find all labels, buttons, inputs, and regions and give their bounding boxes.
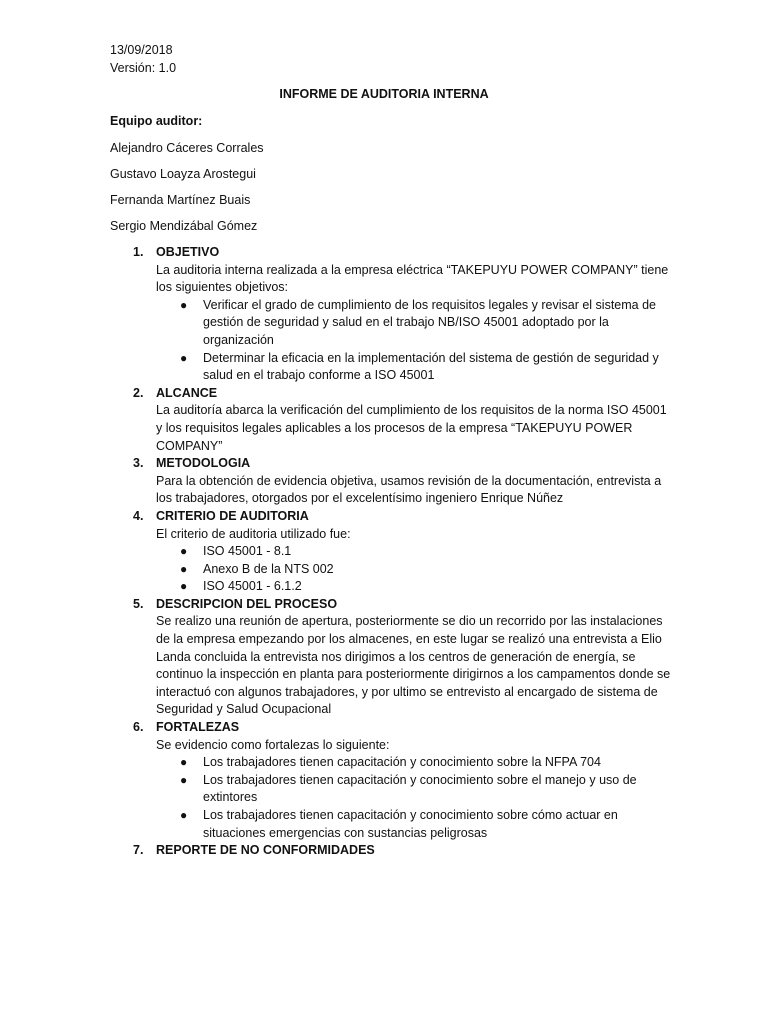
team-member: Alejandro Cáceres Corrales — [110, 141, 264, 155]
section-text: El criterio de auditoria utilizado fue: — [156, 526, 351, 541]
document-version: Versión: 1.0 — [110, 61, 177, 75]
section-number: 7. — [133, 843, 144, 858]
bullet-icon: ● — [180, 772, 188, 787]
section-title: DESCRIPCION DEL PROCESO — [156, 596, 338, 611]
bullet-icon: ● — [180, 350, 188, 365]
list-item-text: Los trabajadores tienen capacitación y conocimiento sobre cómo actuar en situaciones emergencias con sustancias peligrosas — [203, 808, 618, 840]
section-title: METODOLOGIA — [156, 456, 251, 471]
section-alcance — [133, 385, 673, 455]
list-item — [180, 543, 673, 561]
section-number: 2. — [133, 385, 144, 400]
section-number: 5. — [133, 596, 144, 611]
list-item — [180, 350, 673, 385]
bullet-list — [156, 754, 673, 842]
bullet-list — [156, 297, 673, 385]
list-item-text: Los trabajadores tienen capacitación y conocimiento sobre la NFPA 704 — [203, 755, 601, 770]
bullet-icon: ● — [180, 808, 188, 822]
list-item — [180, 754, 673, 772]
team-member: Sergio Mendizábal Gómez — [110, 219, 258, 233]
document-title: INFORME DE AUDITORIA INTERNA — [279, 87, 489, 101]
list-item-text: Los trabajadores tienen capacitación y conocimiento sobre el manejo y uso de extintores — [203, 772, 637, 805]
sections-list — [133, 244, 673, 860]
section-criterio — [133, 508, 673, 596]
section-number: 4. — [133, 508, 144, 523]
section-text: La auditoria interna realizada a la empresa eléctrica “TAKEPUYU POWER COMPANY” tiene los siguientes objetivos: — [156, 262, 669, 295]
section-title: OBJETIVO — [156, 245, 220, 259]
section-text: La auditoría abarca la verificación del cumplimiento de los requisitos de la norma ISO 45001 y los requisitos legales aplicables a los procesos de la empresa “TAKEPUYU POWER COMPANY” — [156, 403, 667, 453]
bullet-icon: ● — [180, 579, 188, 594]
list-item-text: Determinar la eficacia en la implementación del sistema de gestión de seguridad y salud en el trabajo conforme a ISO 45001 — [203, 350, 659, 383]
document-date: 13/09/2018 — [110, 43, 173, 57]
list-item — [180, 561, 673, 579]
section-descripcion — [133, 596, 673, 719]
list-item-text: Verificar el grado de cumplimiento de los requisitos legales y revisar el sistema de gestión de seguridad y salud en el trabajo NB/ISO 45001 adoptado por la organización — [203, 297, 656, 347]
bullet-icon: ● — [180, 544, 188, 559]
bullet-list — [156, 543, 673, 596]
section-objetivo — [133, 244, 673, 385]
section-title: FORTALEZAS — [156, 720, 240, 735]
list-item-text: ISO 45001 - 8.1 — [203, 544, 292, 559]
team-member: Gustavo Loayza Arostegui — [110, 167, 256, 181]
section-title: CRITERIO DE AUDITORIA — [156, 508, 309, 523]
section-number: 1. — [133, 245, 144, 259]
section-text: Se realizo una reunión de apertura, posteriormente se dio un recorrido por las instalaciones de la empresa empezando por los almacenes, en este lugar se realizó una entrevista a Elio Landa concluida la entrevista nos dirigimos a los centros de generación de energía, se continuo la inspección en planta para posteriormente dirigirnos a los campamentos donde se interactuó con algunos trabajadores, y por ultimo se entrevisto al encargado de sistema de Seguridad y Salud Ocupacional — [156, 614, 671, 717]
bullet-icon: ● — [180, 297, 188, 312]
team-member: Fernanda Martínez Buais — [110, 193, 251, 207]
list-item-text: ISO 45001 - 6.1.2 — [203, 579, 302, 594]
list-item — [180, 772, 673, 807]
section-title: REPORTE DE NO CONFORMIDADES — [156, 843, 375, 858]
team-label: Equipo auditor: — [110, 114, 203, 128]
bullet-icon: ● — [180, 561, 188, 576]
section-text: Se evidencio como fortalezas lo siguiente: — [156, 737, 390, 752]
list-item — [180, 807, 673, 842]
section-reporte — [133, 842, 673, 860]
section-number: 6. — [133, 720, 144, 735]
list-item — [180, 578, 673, 596]
list-item-text: Anexo B de la NTS 002 — [203, 561, 334, 576]
list-item — [180, 297, 673, 350]
section-title: ALCANCE — [156, 385, 218, 400]
section-metodologia — [133, 455, 673, 508]
section-fortalezas — [133, 719, 673, 842]
section-number: 3. — [133, 456, 144, 471]
section-text: Para la obtención de evidencia objetiva, usamos revisión de la documentación, entrevista a los trabajadores, otorgados por el excelentísimo ingeniero Enrique Núñez — [156, 473, 662, 506]
bullet-icon: ● — [180, 755, 188, 770]
